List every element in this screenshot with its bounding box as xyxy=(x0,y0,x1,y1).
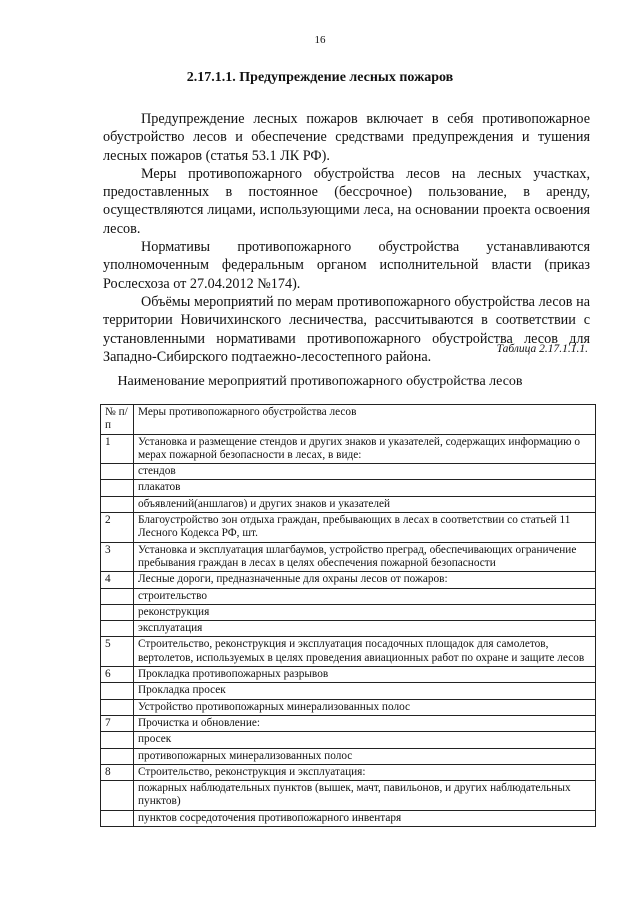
table-row xyxy=(101,699,596,715)
table-title: Наименование мероприятий противопожарного обустройства лесов xyxy=(117,374,523,389)
row-number xyxy=(101,480,134,496)
row-number: 4 xyxy=(101,572,134,588)
row-number xyxy=(101,496,134,512)
table-row xyxy=(101,604,596,620)
paragraph: Объёмы мероприятий по мерам противопожарного обустройства лесов на территории Новичихинского лесничества, рассчитываются в соответствии с установленными нормативами противопожарного обустройства лесов для Западно-Сибирского подтаежно-лесостепного района. xyxy=(103,293,590,365)
row-measure: реконструкция xyxy=(134,604,596,620)
row-number: 2 xyxy=(101,513,134,543)
table-row xyxy=(101,513,596,543)
table-row xyxy=(101,464,596,480)
row-measure: пожарных наблюдательных пунктов (вышек, мачт, павильонов, и других наблюдательных пунктов) xyxy=(134,781,596,811)
measures-table xyxy=(100,404,596,827)
paragraph: Предупреждение лесных пожаров включает в себя противопожарное обустройство лесов и обеспечение средствами предупреждения и тушения лесных пожаров (статья 53.1 ЛК РФ). xyxy=(103,111,590,164)
row-measure: Устройство противопожарных минерализованных полос xyxy=(134,699,596,715)
row-measure: Прокладка просек xyxy=(134,683,596,699)
row-measure: пунктов сосредоточения противопожарного инвентаря xyxy=(134,810,596,826)
table-row xyxy=(101,496,596,512)
row-number xyxy=(101,810,134,826)
row-measure: Лесные дороги, предназначенные для охраны лесов от пожаров: xyxy=(134,572,596,588)
row-measure: Установка и эксплуатация шлагбаумов, устройство преград, обеспечивающих ограничение пребывания граждан в лесах в целях обеспечения пожарной безопасности xyxy=(134,542,596,572)
table-row xyxy=(101,667,596,683)
table-row xyxy=(101,572,596,588)
table-row xyxy=(101,764,596,780)
paragraph: Нормативы противопожарного обустройства устанавливаются уполномоченным федеральным органом исполнительной власти (приказ Рослесхоза от 27.04.2012 №174). xyxy=(103,239,590,292)
row-measure: просек xyxy=(134,732,596,748)
table-row xyxy=(101,588,596,604)
paragraph: Меры противопожарного обустройства лесов на лесных участках, предоставленных в постоянное (бессрочное) пользование, в аренду, осуществляются лицами, использующими леса, на основании проекта освоения лесов. xyxy=(103,165,590,237)
table-row xyxy=(101,781,596,811)
table-row xyxy=(101,715,596,731)
table-row xyxy=(101,480,596,496)
row-number xyxy=(101,699,134,715)
header-measures: Меры противопожарного обустройства лесов xyxy=(134,405,596,435)
row-number: 7 xyxy=(101,715,134,731)
row-measure: Прокладка противопожарных разрывов xyxy=(134,667,596,683)
row-measure: Строительство, реконструкция и эксплуатация посадочных площадок для самолетов, вертолетов, используемых в целях проведения авиационных работ по охране и защите лесов xyxy=(134,637,596,667)
table-row xyxy=(101,810,596,826)
table-header-row xyxy=(101,405,596,435)
row-number xyxy=(101,748,134,764)
row-measure: объявлений(аншлагов) и других знаков и указателей xyxy=(134,496,596,512)
row-measure: Установка и размещение стендов и других знаков и указателей, содержащих информацию о мерах пожарной безопасности в лесах, в виде: xyxy=(134,434,596,464)
row-number: 5 xyxy=(101,637,134,667)
row-number: 6 xyxy=(101,667,134,683)
table-row xyxy=(101,732,596,748)
table-row xyxy=(101,434,596,464)
row-measure: Благоустройство зон отдыха граждан, пребывающих в лесах в соответствии со статьей 11 Лесного Кодекса РФ, шт. xyxy=(134,513,596,543)
table-row xyxy=(101,748,596,764)
row-measure: плакатов xyxy=(134,480,596,496)
section-heading: 2.17.1.1. Предупреждение лесных пожаров xyxy=(186,70,454,85)
row-number xyxy=(101,621,134,637)
table-label: Таблица 2.17.1.1.1. xyxy=(496,343,588,355)
row-measure: эксплуатация xyxy=(134,621,596,637)
row-number xyxy=(101,683,134,699)
table-row xyxy=(101,683,596,699)
row-number xyxy=(101,604,134,620)
header-number: № п/п xyxy=(101,405,134,435)
row-number xyxy=(101,588,134,604)
row-measure: Строительство, реконструкция и эксплуатация: xyxy=(134,764,596,780)
row-measure: Прочистка и обновление: xyxy=(134,715,596,731)
page-number: 16 xyxy=(314,34,326,46)
row-number xyxy=(101,781,134,811)
row-number: 1 xyxy=(101,434,134,464)
row-number: 8 xyxy=(101,764,134,780)
row-measure: стендов xyxy=(134,464,596,480)
table-row xyxy=(101,637,596,667)
row-number xyxy=(101,464,134,480)
row-measure: противопожарных минерализованных полос xyxy=(134,748,596,764)
row-measure: строительство xyxy=(134,588,596,604)
body-text xyxy=(103,110,590,366)
table-row xyxy=(101,621,596,637)
table-row xyxy=(101,542,596,572)
row-number: 3 xyxy=(101,542,134,572)
row-number xyxy=(101,732,134,748)
